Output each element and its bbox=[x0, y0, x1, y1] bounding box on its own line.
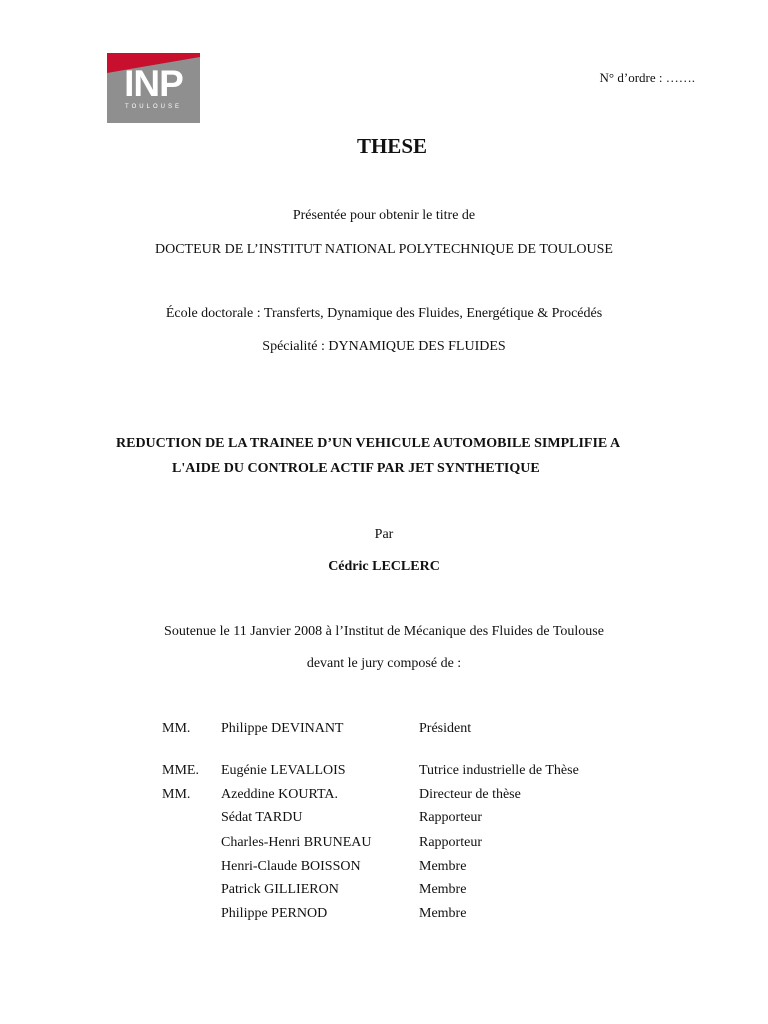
jury-name: Eugénie LEVALLOIS bbox=[221, 763, 346, 778]
ecole-doctorale-line: École doctorale : Transferts, Dynamique des Fluides, Energétique & Procédés bbox=[165, 306, 603, 321]
jury-title: MME. bbox=[162, 763, 199, 778]
jury-role: Rapporteur bbox=[419, 810, 482, 825]
specialite-line: Spécialité : DYNAMIQUE DES FLUIDES bbox=[262, 339, 506, 354]
jury-role: Membre bbox=[419, 859, 467, 874]
jury-name: Philippe PERNOD bbox=[221, 906, 328, 921]
presentee-line: Présentée pour obtenir le titre de bbox=[292, 208, 476, 223]
jury-name: Henri-Claude BOISSON bbox=[221, 859, 361, 874]
jury-name: Sédat TARDU bbox=[221, 810, 303, 825]
inp-toulouse-logo bbox=[107, 53, 200, 123]
thesis-title-line-2: L'AIDE DU CONTROLE ACTIF PAR JET SYNTHETIQUE bbox=[172, 461, 540, 476]
jury-name: Azeddine KOURTA. bbox=[221, 787, 339, 802]
jury-role: Rapporteur bbox=[419, 835, 482, 850]
jury-role: Directeur de thèse bbox=[419, 787, 521, 802]
logo-text: INP bbox=[124, 63, 183, 104]
jury-title: MM. bbox=[162, 787, 191, 802]
jury-role: Membre bbox=[419, 906, 467, 921]
jury-title: MM. bbox=[162, 721, 191, 736]
jury-name: Patrick GILLIERON bbox=[221, 882, 339, 897]
soutenue-line: Soutenue le 11 Janvier 2008 à l’Institut de Mécanique des Fluides de Toulouse bbox=[164, 624, 604, 639]
author-name: Cédric LECLERC bbox=[328, 559, 440, 574]
jury-name: Charles-Henri BRUNEAU bbox=[221, 835, 372, 850]
thesis-heading: THESE bbox=[356, 134, 428, 158]
jury-role: Membre bbox=[419, 882, 467, 897]
logo-subtext: TOULOUSE bbox=[125, 104, 182, 110]
thesis-title-line-1: REDUCTION DE LA TRAINEE D’UN VEHICULE AUTOMOBILE SIMPLIFIE A bbox=[116, 436, 621, 451]
diplome-line: DOCTEUR DE L’INSTITUT NATIONAL POLYTECHNIQUE DE TOULOUSE bbox=[155, 242, 613, 257]
jury-role: Tutrice industrielle de Thèse bbox=[419, 763, 579, 778]
devant-jury-line: devant le jury composé de : bbox=[306, 656, 462, 671]
jury-name: Philippe DEVINANT bbox=[221, 721, 344, 736]
par-line: Par bbox=[374, 527, 394, 542]
numero-ordre: N° d’ordre : ……. bbox=[599, 70, 695, 85]
jury-role: Président bbox=[419, 721, 472, 736]
